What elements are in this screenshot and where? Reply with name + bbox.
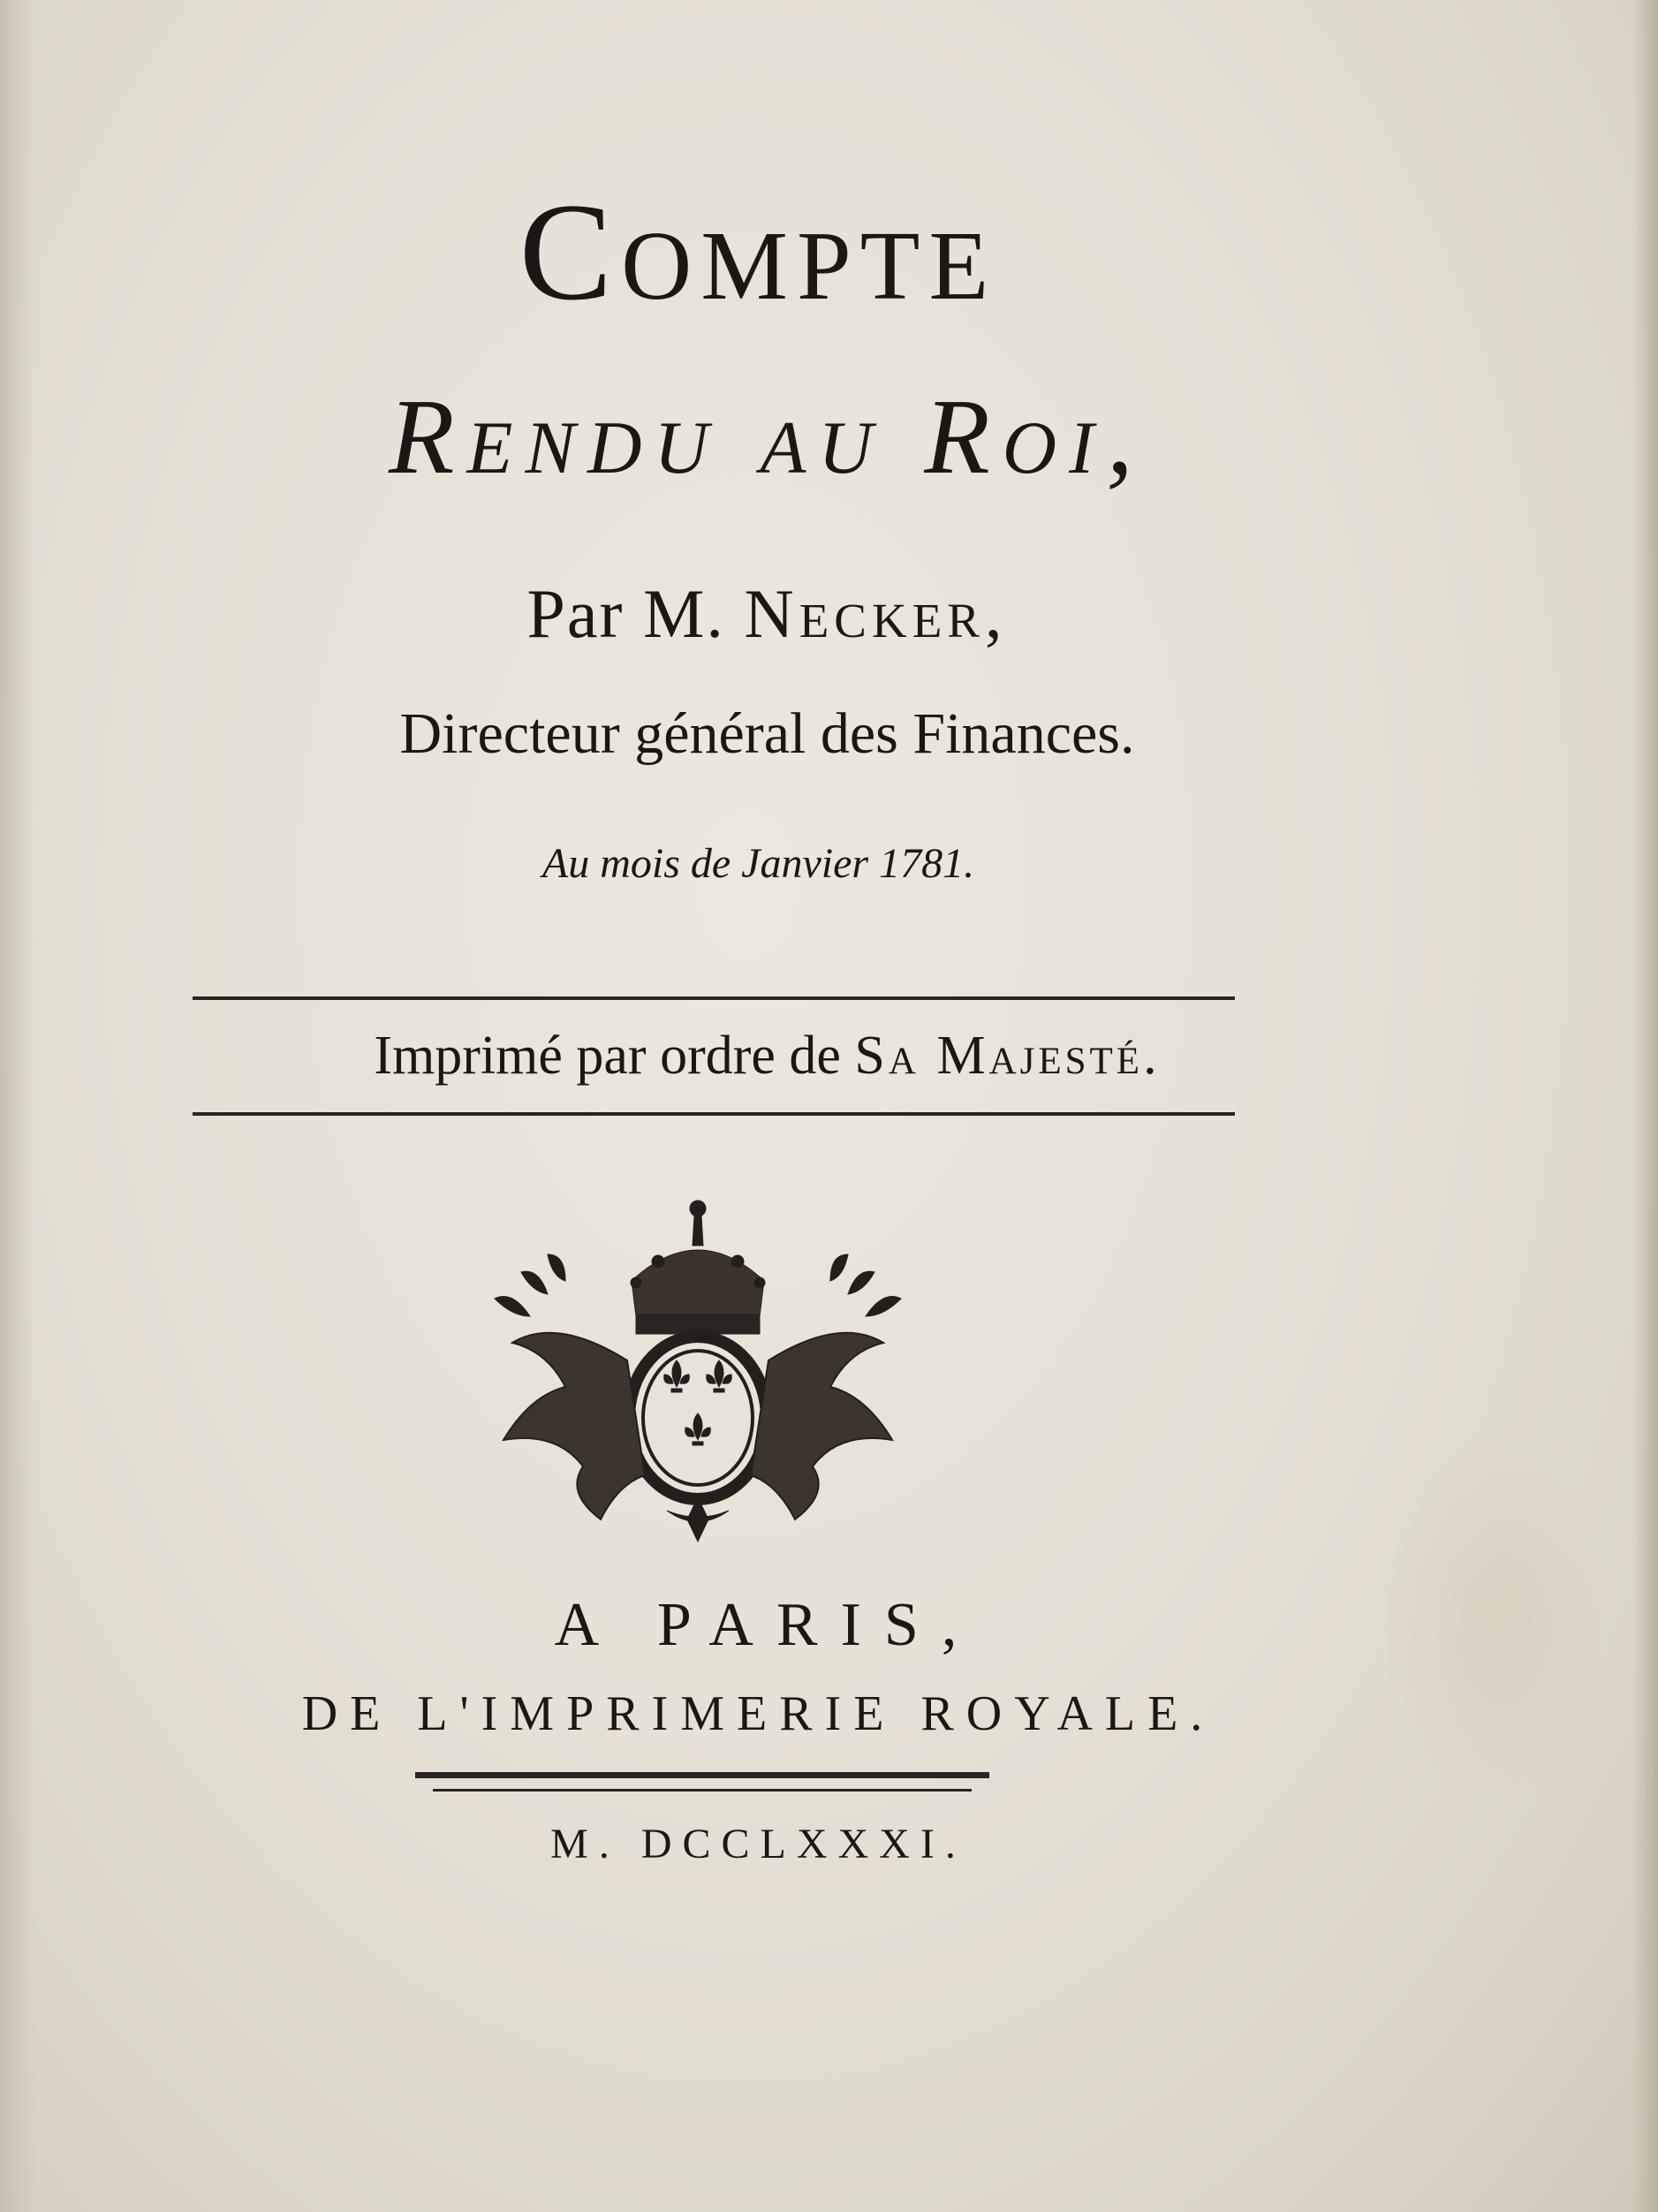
- imprint-line: [0, 1025, 1596, 1087]
- publication-printer: DE L'IMPRIMERIE ROYALE.: [301, 1686, 1215, 1741]
- publication-year: M. DCCLXXXI.: [550, 1821, 966, 1867]
- author-prefix: Par M.: [526, 575, 725, 652]
- publication-date: Au mois de Janvier 1781.: [541, 840, 975, 887]
- author-role: Directeur général des Finances.: [399, 701, 1135, 766]
- imprint-prefix: Imprimé par ordre de: [374, 1026, 841, 1086]
- royal-arms-fleur-de-lis-icon: [477, 1184, 919, 1546]
- publication-city: A PARIS,: [554, 1591, 980, 1659]
- title-line-2: Rendu au Roi,: [389, 377, 1146, 496]
- page-edge-shadow: [1632, 0, 1658, 2212]
- double-rule-thick: [415, 1772, 989, 1778]
- double-rule-thin: [433, 1789, 972, 1792]
- author-line: [0, 574, 1596, 654]
- title-line-1: Compte: [519, 175, 998, 330]
- author-name: Necker,: [744, 575, 1008, 652]
- imprint-authority: Sa Majesté.: [854, 1026, 1161, 1086]
- divider-rule: [193, 1112, 1235, 1116]
- divider-rule: [193, 996, 1235, 1000]
